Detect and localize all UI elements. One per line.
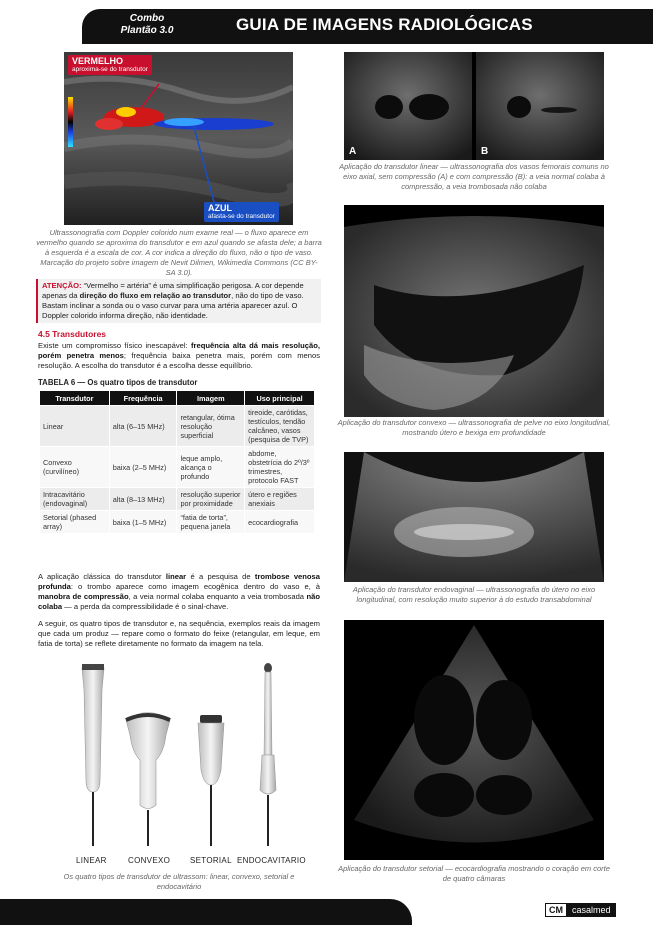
p1-bold: frequência alta dá mais resolução, porém penetra menos xyxy=(38,341,320,360)
table-cell: baixa (1–5 MHz) xyxy=(109,511,177,534)
p2-bold: não colaba xyxy=(38,592,320,611)
table-cell: abdome, obstetrícia do 2º/3º trimestres, protocolo FAST xyxy=(245,447,315,488)
table-cell: Linear xyxy=(40,406,110,447)
red-label xyxy=(68,55,152,75)
linear-caption: Aplicação do transdutor linear — ultrassonografia dos vasos femorais comuns no eixo axial, sem compressão (A) e com compressão (B): a veia normal colaba à compressão, a veia trombosada não colaba xyxy=(339,162,609,191)
blue-label-title: AZUL xyxy=(208,203,232,213)
table-cell: “fatia de torta”, pequena janela xyxy=(177,511,245,534)
footer-logo xyxy=(545,903,616,917)
p2-bold: manobra de compressão xyxy=(38,592,129,601)
page-title: GUIA DE IMAGENS RADIOLÓGICAS xyxy=(236,15,533,34)
p2-text: , a veia normal colaba enquanto a veia trombosada xyxy=(128,592,307,601)
page-header xyxy=(0,0,653,44)
p2-bold: linear xyxy=(165,572,187,581)
table-header-row xyxy=(40,391,315,406)
warning-box xyxy=(36,279,321,323)
convex-us-image xyxy=(344,205,604,417)
warning-label: ATENÇÃO: xyxy=(42,281,82,290)
table-caption: TABELA 6 — Os quatro tipos de transdutor xyxy=(38,378,198,387)
label-a: A xyxy=(349,146,357,157)
p1-text-a: Existe um compromisso físico inescapável: xyxy=(38,341,191,350)
combo-line1: Combo xyxy=(129,13,165,24)
p2-text: — a perda da compressibilidade é o sinal-chave. xyxy=(62,602,229,611)
warning-bold: direção do fluxo em relação ao transdutor xyxy=(79,291,232,300)
table-cell: Convexo (curvilíneo) xyxy=(40,447,110,488)
warning-text-a: “Vermelho = artéria” é uma simplificação perigosa. A cor depende apenas da xyxy=(42,281,304,300)
red-label-title: VERMELHO xyxy=(72,56,124,66)
table-header-cell: Frequência xyxy=(109,391,177,406)
doppler-image xyxy=(64,52,293,225)
section-title: 4.5 Transdutores xyxy=(38,329,107,339)
transducers-caption: Os quatro tipos de transdutor de ultrassom: linear, convexo, setorial e endocavitário xyxy=(63,872,295,891)
label-endocavitary: ENDOCAVITARIO xyxy=(237,856,306,865)
table-row xyxy=(40,406,315,447)
table-row xyxy=(40,488,315,511)
table-cell: retangular, ótima resolução superficial xyxy=(177,406,245,447)
convex-caption: Aplicação do transdutor convexo — ultrassonografia de pelve no eixo longitudinal, mostrando útero e bexiga em profundidade xyxy=(337,418,611,437)
table-cell: resolução superior por proximidade xyxy=(177,488,245,511)
convex-probe xyxy=(126,713,170,847)
linear-us-image xyxy=(344,52,604,160)
table-row xyxy=(40,447,315,488)
blue-label-sub: afasta-se do transdutor xyxy=(208,213,275,220)
linear-probe xyxy=(82,664,104,846)
section-paragraph xyxy=(38,341,320,371)
warning-text-b: , não do tipo de vaso. Bastam inclinar a sonda ou o vaso curvar para uma artéria aparecer azul. O Doppler colorido informa direção, não identidade. xyxy=(42,291,304,320)
label-linear: LINEAR xyxy=(76,856,107,865)
logo-name: casalmed xyxy=(567,903,616,917)
p2-bold: trombose venosa profunda xyxy=(38,572,320,591)
table-cell: Setorial (phased array) xyxy=(40,511,110,534)
table-cell: útero e regiões anexiais xyxy=(245,488,315,511)
sector-us-image xyxy=(344,620,604,860)
table-cell: ecocardiografia xyxy=(245,511,315,534)
combo-badge xyxy=(112,13,182,37)
endo-us-image xyxy=(344,452,604,582)
endocavitary-probe xyxy=(260,663,276,846)
endo-caption: Aplicação do transdutor endovaginal — ultrassonografia do útero no eixo longitudinal, com resolução muito superior à do estudo transabdominal xyxy=(352,585,596,604)
combo-line2: Plantão 3.0 xyxy=(120,25,174,36)
blue-label xyxy=(204,202,279,222)
sector-caption: Aplicação do transdutor setorial — ecocardiografia mostrando o coração em corte de quatro câmaras xyxy=(338,864,610,883)
sequence-paragraph: A seguir, os quatro tipos de transdutor e, na sequência, exemplos reais da imagem que cada um produz — repare como o formato do feixe (retangular, em leque, em fatia de torta) se reflete diretamente no formato da imagem na tela. xyxy=(38,619,320,648)
table-cell: alta (8–13 MHz) xyxy=(109,488,177,511)
table-header-cell: Uso principal xyxy=(245,391,315,406)
p2-text: : o trombo aparece como imagem ecogênica dentro do vaso e, à xyxy=(70,582,320,591)
p2-text: A aplicação clássica do transdutor xyxy=(38,572,166,581)
table-row xyxy=(40,511,315,534)
footer-bar xyxy=(0,899,412,925)
table-header-cell: Transdutor xyxy=(40,391,110,406)
transducers-illustration xyxy=(38,660,318,855)
table-cell: Intracavitário (endovaginal) xyxy=(40,488,110,511)
label-convex: CONVEXO xyxy=(128,856,171,865)
table-cell: tireoide, carótidas, testículos, tendão calcâneo, vasos (pesquisa de TVP) xyxy=(245,406,315,447)
red-label-sub: aproxima-se do transdutor xyxy=(72,66,148,73)
dvt-paragraph xyxy=(38,572,320,612)
p1-text-c: ; frequência baixa penetra mais, porém com menos resolução. A escolha do transdutor é a escolha desse equilíbrio. xyxy=(38,351,320,370)
doppler-caption: Ultrassonografia com Doppler colorido num exame real — o fluxo aparece em vermelho quando se aproxima do transdutor e em azul quando se afasta dele; a barra à esquerda é a escala de cor. A cor indica a direção do fluxo, não o tipo de vaso. Marcação do projeto sobre imagem de Nevit Dilmen, Wikimedia Commons (CC BY-SA 3.0). xyxy=(36,228,322,277)
p2-text: é a pesquisa de xyxy=(186,572,255,581)
table-cell: leque amplo, alcança o profundo xyxy=(177,447,245,488)
transducer-table xyxy=(39,390,315,534)
logo-cm: CM xyxy=(545,903,567,917)
sector-probe xyxy=(198,715,224,846)
label-sector: SETORIAL xyxy=(190,856,232,865)
label-b: B xyxy=(481,146,489,157)
table-cell: baixa (2–5 MHz) xyxy=(109,447,177,488)
table-header-cell: Imagem xyxy=(177,391,245,406)
table-cell: alta (6–15 MHz) xyxy=(109,406,177,447)
